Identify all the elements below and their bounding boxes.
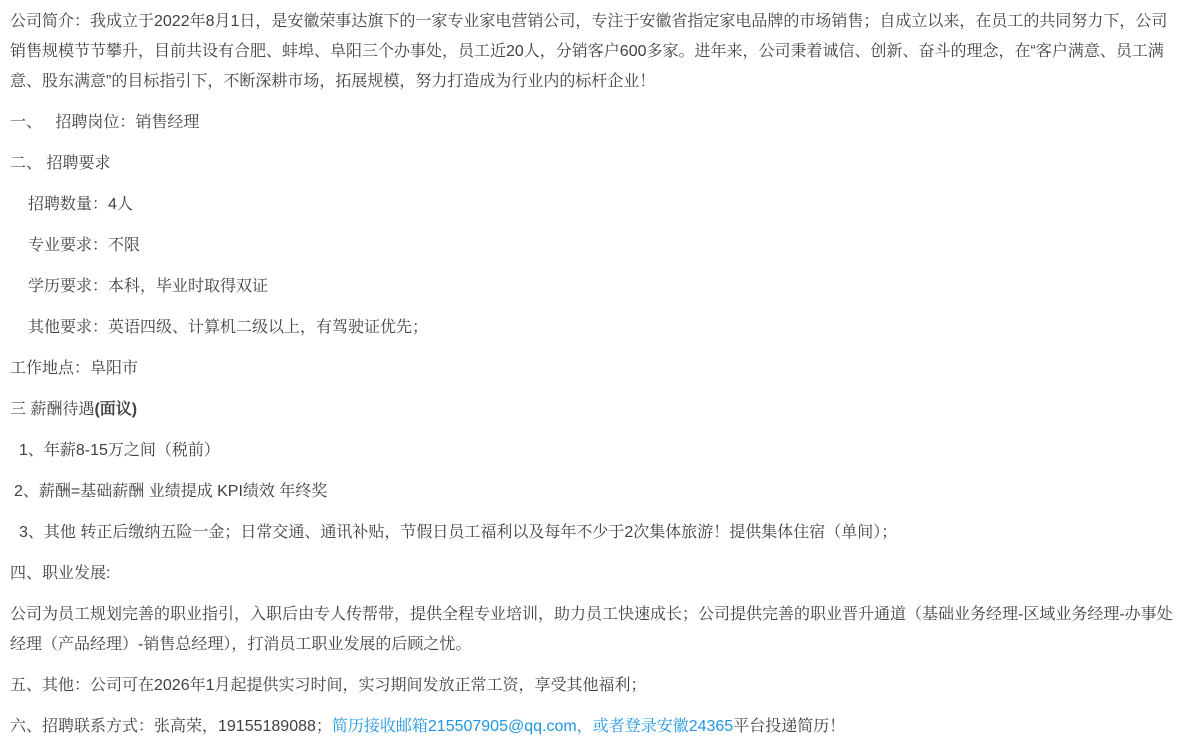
salary-item-2: 2、薪酬=基础薪酬 业绩提成 KPI绩效 年终奖	[14, 483, 328, 500]
requirement-quantity: 招聘数量：4人	[28, 196, 133, 213]
salary-heading	[10, 395, 1183, 425]
career-heading: 四、职业发展:	[10, 565, 111, 582]
salary-heading-text: 三 薪酬待遇	[10, 401, 95, 418]
requirement-education: 学历要求：本科，毕业时取得双证	[28, 278, 269, 295]
resume-email-link[interactable]: 简历接收邮箱215507905@qq.com，或者登录安徽24365	[331, 718, 734, 735]
contact-text: 六、招聘联系方式：张高荣，19155189088；	[10, 718, 332, 735]
intro-paragraph: 公司简介：我成立于2022年8月1日，是安徽荣事达旗下的一家专业家电营销公司，专注于安徽省指定家电品牌的市场销售；自成立以来，在员工的共同努力下，公司销售规模节节攀升，目前共设有合肥、蚌埠、阜阳三个办事处，员工近20人，分销客户600多家。进年来，公司秉着诚信、创新、奋斗的理念，在“客户满意、员工满意、股东满意”的目标指引下，不断深耕市场，拓展规模，努力打造成为行业内的标杆企业！	[10, 13, 1168, 90]
career-paragraph: 公司为员工规划完善的职业指引，入职后由专人传帮带，提供全程专业培训，助力员工快速成长；公司提供完善的职业晋升通道（基础业务经理-区域业务经理-办事处经理（产品经理）-销售总经理），打消员工职业发展的后顾之忧。	[10, 606, 1173, 653]
requirement-major: 专业要求：不限	[28, 237, 141, 254]
job-posting-document	[10, 7, 1183, 742]
requirements-heading: 二、 招聘要求	[10, 155, 111, 172]
salary-negotiable-bold: (面议)	[94, 401, 138, 418]
other-line: 五、其他：公司可在2026年1月起提供实习时间，实习期间发放正常工资，享受其他福利；	[10, 677, 647, 694]
contact-suffix-text: 平台投递简历！	[733, 718, 846, 735]
requirement-other: 其他要求：英语四级、计算机二级以上，有驾驶证优先；	[28, 319, 429, 336]
position-line: 一、 招聘岗位：销售经理	[10, 114, 200, 131]
contact-line	[10, 712, 1183, 742]
salary-item-1: 1、年薪8-15万之间（税前）	[19, 442, 220, 459]
salary-item-3: 3、其他 转正后缴纳五险一金；日常交通、通讯补贴，节假日员工福利以及每年不少于2次集体旅游！提供集体住宿（单间）；	[19, 524, 898, 541]
work-location-line: 工作地点：阜阳市	[10, 360, 139, 377]
